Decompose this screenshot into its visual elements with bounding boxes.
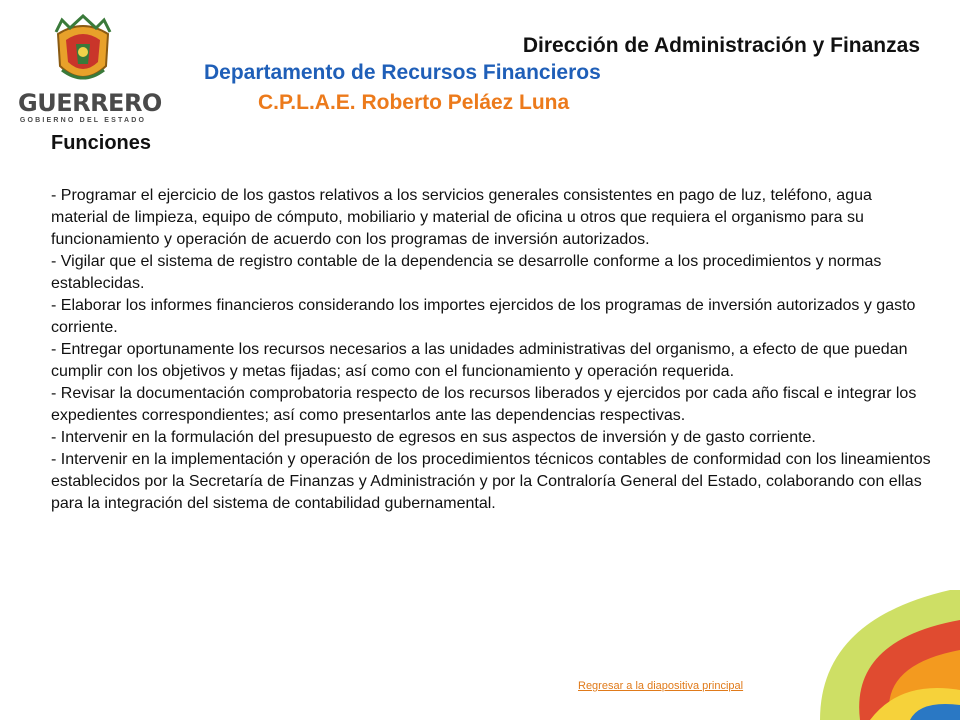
back-to-main-slide-link[interactable]: Regresar a la diapositiva principal [578, 680, 744, 692]
logo-wordmark: GUERRERO [18, 89, 162, 117]
guerrero-logo [18, 14, 162, 129]
page-title: Dirección de Administración y Finanzas [522, 34, 920, 57]
list-item: - Vigilar que el sistema de registro contable de la dependencia se desarrolle conforme a los procedimientos y normas establecidas. [51, 253, 882, 292]
person-name: C.P.L.A.E. Roberto Peláez Luna [258, 91, 570, 114]
department-title: Departamento de Recursos Financieros [204, 61, 601, 84]
list-item: - Programar el ejercicio de los gastos relativos a los servicios generales consistentes en pago de luz, teléfono, agua material de limpieza, equipo de cómputo, mobiliario y material de oficina u otros que requiera el organismo para su funcionamiento y operación de acuerdo con los programas de inversión autorizados. [51, 187, 872, 248]
coat-of-arms-icon [50, 14, 116, 90]
list-item: - Revisar la documentación comprobatoria respecto de los recursos liberados y ejercidos por cada año fiscal e integrar los expedientes correspondientes; así como presentarlos ante las dependencias respectivas. [51, 385, 917, 424]
decorative-swoosh [750, 580, 960, 720]
list-item: - Intervenir en la implementación y operación de los procedimientos técnicos contables de conformidad con los lineamientos establecidos por la Secretaría de Finanzas y Administración y por la Contraloría General del Estado, colaborando con ellas para la integración del sistema de contabilidad gubernamental. [51, 451, 931, 512]
logo-subtitle: GOBIERNO DEL ESTADO [19, 117, 147, 124]
functions-list [51, 185, 931, 515]
list-item: - Intervenir en la formulación del presupuesto de egresos en sus aspectos de inversión y de gasto corriente. [51, 429, 816, 446]
section-heading: Funciones [51, 132, 152, 154]
list-item: - Entregar oportunamente los recursos necesarios a las unidades administrativas del organismo, a efecto de que puedan cumplir con los objetivos y metas fijadas; así como con el funcionamiento y operación requerida. [51, 341, 908, 380]
list-item: - Elaborar los informes financieros considerando los importes ejercidos de los programas de inversión autorizados y gasto corriente. [51, 297, 916, 336]
